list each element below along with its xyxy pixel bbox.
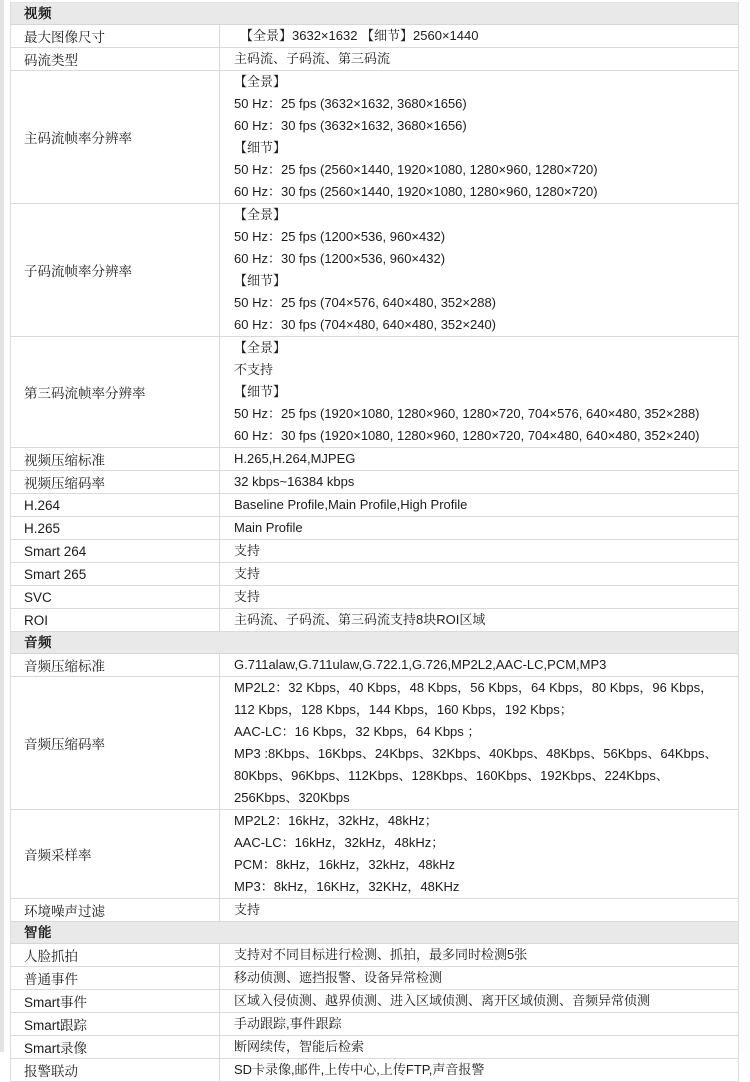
spec-value-cell: [220, 1036, 738, 1058]
spec-value-cell: [220, 204, 738, 336]
spec-label-cell: [11, 204, 220, 336]
spec-value-line: 支持对不同目标进行检测、抓拍，最多同时检测5张: [234, 947, 528, 962]
spec-row-label: 人脸抓拍: [24, 949, 78, 964]
spec-value-cell: [220, 471, 738, 493]
spec-row: [11, 586, 738, 609]
spec-label-cell: [11, 1036, 220, 1058]
spec-row-label: 音频压缩码率: [24, 737, 105, 752]
spec-value-line: MP3 :8Kbps、16Kbps、24Kbps、32Kbps、40Kbps、48Kbps、56Kbps、64Kbps、80Kbps、96Kbps、112Kbps、128Kbps、160Kbps、192Kbps、224Kbps、256Kbps、320Kbps: [234, 746, 718, 805]
spec-value-cell: [220, 609, 738, 631]
spec-label-cell: [11, 563, 220, 585]
spec-value-line: AAC-LC：16kHz，32kHz，48kHz；: [234, 835, 445, 850]
spec-value-line: 50 Hz：25 fps (704×576, 640×480, 352×288): [234, 295, 497, 310]
spec-label-cell: [11, 448, 220, 470]
spec-value-line: 50 Hz：25 fps (1200×536, 960×432): [234, 229, 446, 244]
spec-value-line: 区域入侵侦测、越界侦测、进入区域侦测、离开区域侦测、音频异常侦测: [234, 993, 651, 1008]
spec-value-line: MP2L2：16kHz，32kHz，48kHz；: [234, 813, 438, 828]
spec-value-cell: [220, 48, 738, 70]
spec-value-cell: [220, 494, 738, 516]
spec-row: [11, 48, 738, 71]
spec-label-cell: [11, 654, 220, 676]
spec-row: [11, 1059, 738, 1082]
spec-row: [11, 1036, 738, 1059]
spec-row-label: Smart事件: [24, 995, 88, 1010]
section-header: 音频: [11, 632, 738, 654]
spec-label-cell: [11, 337, 220, 447]
spec-row-label: 码流类型: [24, 53, 78, 68]
spec-label-cell: [11, 810, 220, 898]
spec-value-cell: [220, 25, 738, 47]
spec-label-cell: [11, 990, 220, 1012]
spec-row-label: ROI: [24, 612, 49, 628]
spec-row-label: 音频压缩标准: [24, 659, 105, 674]
spec-value-line: 不支持: [234, 362, 274, 377]
spec-row-label: 普通事件: [24, 972, 78, 987]
spec-row-label: 主码流帧率分辨率: [24, 131, 132, 146]
spec-row: [11, 517, 738, 540]
spec-row: [11, 609, 738, 632]
spec-value-line: 主码流、子码流、第三码流: [234, 51, 391, 66]
spec-table: [10, 2, 739, 1082]
spec-value-line: MP2L2：32 Kbps，40 Kbps，48 Kbps，56 Kbps，64 Kbps，80 Kbps，96 Kbps，112 Kbps，128 Kbps，144 Kbps，160 Kbps，192 Kbps；: [234, 680, 714, 717]
spec-row: [11, 204, 738, 337]
spec-label-cell: [11, 494, 220, 516]
spec-value-line: 50 Hz：25 fps (2560×1440, 1920×1080, 1280×960, 1280×720): [234, 162, 598, 177]
spec-value-cell: [220, 990, 738, 1012]
spec-value-line: 支持: [234, 902, 261, 917]
page-left-edge: [0, 0, 4, 1052]
spec-value-cell: [220, 448, 738, 470]
spec-value-cell: [220, 1059, 738, 1081]
section-header: 智能: [11, 922, 738, 944]
spec-label-cell: [11, 967, 220, 989]
spec-value-cell: [220, 810, 738, 898]
spec-value-line: 支持: [234, 589, 261, 604]
spec-row: [11, 494, 738, 517]
spec-value-line: 支持: [234, 543, 261, 558]
spec-value-line: 50 Hz：25 fps (3632×1632, 3680×1656): [234, 96, 467, 111]
spec-value-line: SD卡录像,邮件,上传中心,上传FTP,声音报警: [234, 1062, 485, 1077]
spec-row-label: Smart录像: [24, 1041, 88, 1056]
spec-label-cell: [11, 944, 220, 966]
spec-row: [11, 654, 738, 677]
spec-value-line: 60 Hz：30 fps (2560×1440, 1920×1080, 1280×960, 1280×720): [234, 184, 598, 199]
spec-label-cell: [11, 609, 220, 631]
spec-label-cell: [11, 517, 220, 539]
spec-row-label: H.265: [24, 520, 61, 536]
spec-row-label: 子码流帧率分辨率: [24, 264, 132, 279]
spec-label-cell: [11, 71, 220, 203]
spec-value-cell: [220, 899, 738, 921]
spec-row: [11, 25, 738, 48]
spec-value-cell: [220, 517, 738, 539]
spec-value-line: 【细节】: [234, 384, 287, 399]
spec-value-line: 手动跟踪,事件跟踪: [234, 1016, 342, 1031]
spec-row: [11, 967, 738, 990]
spec-value-line: 60 Hz：30 fps (1920×1080, 1280×960, 1280×720, 704×480, 640×480, 352×240): [234, 428, 700, 443]
spec-row: [11, 471, 738, 494]
spec-value-line: 【全景】: [234, 340, 287, 355]
spec-value-line: 断网续传，智能后检索: [234, 1039, 365, 1054]
spec-row: [11, 677, 738, 810]
spec-value-line: 支持: [234, 566, 261, 581]
spec-row: [11, 540, 738, 563]
spec-row-label: Smart 264: [24, 543, 87, 559]
spec-row-label: H.264: [24, 497, 61, 513]
spec-value-cell: [220, 944, 738, 966]
spec-value-cell: [220, 967, 738, 989]
spec-label-cell: [11, 1059, 220, 1081]
spec-label-cell: [11, 471, 220, 493]
spec-label-cell: [11, 677, 220, 809]
spec-value-cell: [220, 337, 738, 447]
spec-value-line: 60 Hz：30 fps (704×480, 640×480, 352×240): [234, 317, 497, 332]
spec-value-line: MP3：8kHz，16KHz，32KHz，48KHz: [234, 879, 460, 894]
spec-value-cell: [220, 71, 738, 203]
spec-row: [11, 1013, 738, 1036]
spec-row-label: Smart 265: [24, 566, 87, 582]
spec-label-cell: [11, 48, 220, 70]
spec-value-line: G.711alaw,G.711ulaw,G.722.1,G.726,MP2L2,AAC-LC,PCM,MP3: [234, 657, 607, 672]
spec-label-cell: [11, 540, 220, 562]
spec-value-line: 【细节】: [234, 273, 287, 288]
spec-label-cell: [11, 1013, 220, 1035]
spec-row-label: 最大图像尺寸: [24, 30, 105, 45]
spec-row-label: 视频压缩标准: [24, 453, 105, 468]
spec-label-cell: [11, 25, 220, 47]
spec-row-label: 环境噪声过滤: [24, 904, 105, 919]
spec-row: [11, 990, 738, 1013]
spec-row-label: 音频采样率: [24, 848, 92, 863]
spec-value-cell: [220, 586, 738, 608]
spec-value-line: 移动侦测、遮挡报警、设备异常检测: [234, 970, 443, 985]
spec-value-cell: [220, 654, 738, 676]
spec-value-line: 60 Hz：30 fps (3632×1632, 3680×1656): [234, 118, 467, 133]
spec-value-line: 60 Hz：30 fps (1200×536, 960×432): [234, 251, 446, 266]
spec-value-cell: [220, 540, 738, 562]
spec-value-line: H.265,H.264,MJPEG: [234, 451, 356, 466]
spec-row: [11, 563, 738, 586]
spec-value-cell: [220, 1013, 738, 1035]
section-header: 视频: [11, 3, 738, 25]
spec-value-cell: [220, 563, 738, 585]
spec-row: [11, 944, 738, 967]
spec-value-line: 【全景】: [234, 74, 287, 89]
spec-value-line: 32 kbps~16384 kbps: [234, 474, 355, 489]
spec-value-line: 【全景】: [234, 207, 287, 222]
spec-label-cell: [11, 586, 220, 608]
spec-row-label: SVC: [24, 589, 52, 605]
spec-row-label: 视频压缩码率: [24, 476, 105, 491]
spec-row-label: 第三码流帧率分辨率: [24, 386, 146, 401]
spec-row-label: 报警联动: [24, 1064, 78, 1079]
spec-value-line: 50 Hz：25 fps (1920×1080, 1280×960, 1280×720, 704×576, 640×480, 352×288): [234, 406, 700, 421]
spec-value-line: PCM：8kHz，16kHz，32kHz，48kHz: [234, 857, 456, 872]
spec-value-line: 【全景】3632×1632 【细节】2560×1440: [240, 28, 479, 43]
spec-label-cell: [11, 899, 220, 921]
spec-row: [11, 810, 738, 899]
spec-value-line: 主码流、子码流、第三码流支持8块ROI区域: [234, 612, 486, 627]
spec-row-label: Smart跟踪: [24, 1018, 88, 1033]
spec-value-line: Baseline Profile,Main Profile,High Profile: [234, 497, 468, 512]
spec-row: [11, 71, 738, 204]
spec-row: [11, 899, 738, 922]
spec-row: [11, 448, 738, 471]
spec-value-line: Main Profile: [234, 520, 303, 535]
spec-value-cell: [220, 677, 738, 809]
spec-value-line: AAC-LC：16 Kbps，32 Kbps，64 Kbps ；: [234, 724, 481, 739]
spec-row: [11, 337, 738, 448]
spec-value-line: 【细节】: [234, 140, 287, 155]
